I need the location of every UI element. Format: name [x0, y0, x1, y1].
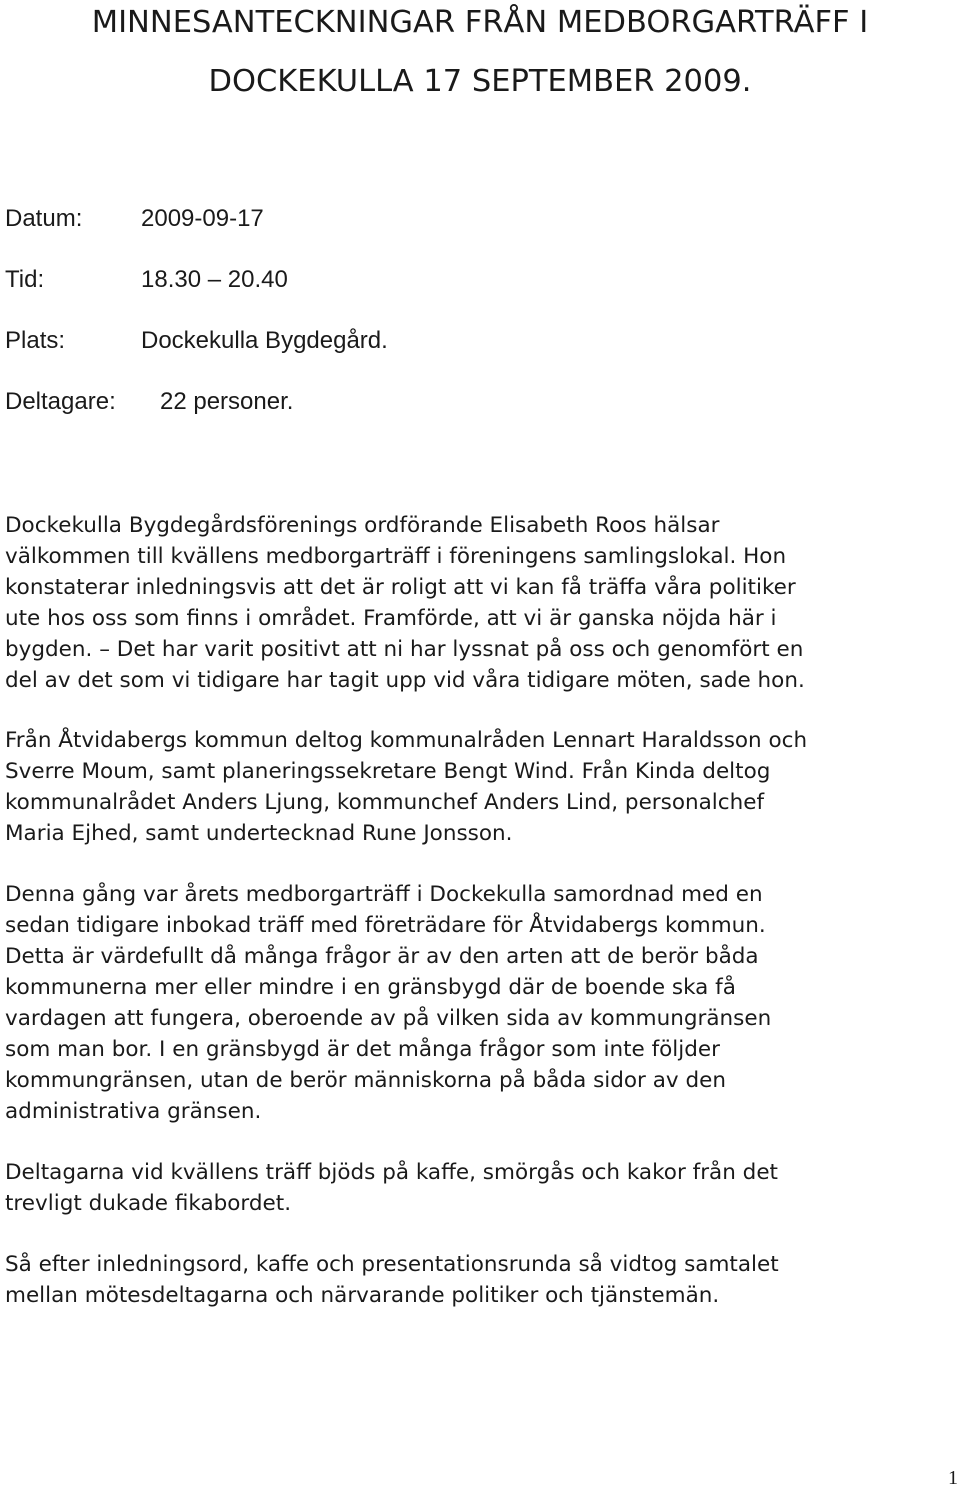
document-title-line-1: MINNESANTECKNINGAR FRÅN MEDBORGARTRÄFF I — [91, 5, 869, 40]
paragraph-coffee — [5, 1157, 957, 1219]
paragraph-line: välkommen till kvällens medborgarträff i föreningens samlingslokal. Hon — [5, 544, 787, 569]
time-label: Tid: — [5, 266, 45, 293]
paragraph-attendees — [5, 725, 957, 849]
paragraph-line: Deltagarna vid kvällens träff bjöds på kaffe, smörgås och kakor från det — [5, 1160, 778, 1185]
paragraph-line: bygden. – Det har varit positivt att ni har lyssnat på oss och genomfört en — [5, 637, 804, 662]
paragraph-line: mellan mötesdeltagarna och närvarande politiker och tjänstemän. — [5, 1283, 720, 1308]
paragraph-line: Så efter inledningsord, kaffe och presentationsrunda så vidtog samtalet — [5, 1252, 779, 1277]
paragraph-line: Maria Ejhed, samt undertecknad Rune Jonsson. — [5, 821, 513, 846]
document-title-line-2: DOCKEKULLA 17 SEPTEMBER 2009. — [208, 64, 752, 99]
paragraph-welcome — [5, 510, 957, 696]
paragraph-line: trevligt dukade fikabordet. — [5, 1191, 292, 1216]
paragraph-line: kommunalrådet Anders Ljung, kommunchef Anders Lind, personalchef — [5, 790, 765, 815]
paragraph-line: Från Åtvidabergs kommun deltog kommunalråden Lennart Haraldsson och — [5, 728, 808, 753]
place-value: Dockekulla Bygdegård. — [141, 327, 388, 354]
paragraph-line: Denna gång var årets medborgarträff i Dockekulla samordnad med en — [5, 882, 763, 907]
place-label: Plats: — [5, 327, 66, 354]
paragraph-coordination — [5, 879, 957, 1127]
time-value: 18.30 – 20.40 — [141, 266, 288, 293]
page-number: 1 — [948, 1467, 958, 1489]
date-value: 2009-09-17 — [141, 205, 264, 232]
paragraph-line: kommunerna mer eller mindre i en gränsbygd där de boende ska få — [5, 975, 736, 1000]
paragraph-line: konstaterar inledningsvis att det är roligt att vi kan få träffa våra politiker — [5, 575, 796, 600]
paragraph-line: kommungränsen, utan de berör människorna på båda sidor av den — [5, 1068, 726, 1093]
participants-value: 22 personer. — [160, 388, 294, 415]
date-label: Datum: — [5, 205, 83, 232]
paragraph-line: Detta är värdefullt då många frågor är av den arten att de berör båda — [5, 944, 759, 969]
paragraph-line: som man bor. I en gränsbygd är det många frågor som inte följder — [5, 1037, 720, 1062]
paragraph-line: ute hos oss som finns i området. Framförde, att vi är ganska nöjda här i — [5, 606, 777, 631]
paragraph-line: administrativa gränsen. — [5, 1099, 262, 1124]
paragraph-line: vardagen att fungera, oberoende av på vilken sida av kommungränsen — [5, 1006, 772, 1031]
participants-label: Deltagare: — [5, 388, 116, 415]
paragraph-discussion — [5, 1249, 957, 1311]
paragraph-line: sedan tidigare inbokad träff med företrädare för Åtvidabergs kommun. — [5, 913, 766, 938]
paragraph-line: Dockekulla Bygdegårdsförenings ordförande Elisabeth Roos hälsar — [5, 513, 720, 538]
paragraph-line: del av det som vi tidigare har tagit upp vid våra tidigare möten, sade hon. — [5, 668, 805, 693]
paragraph-line: Sverre Moum, samt planeringssekretare Bengt Wind. Från Kinda deltog — [5, 759, 771, 784]
